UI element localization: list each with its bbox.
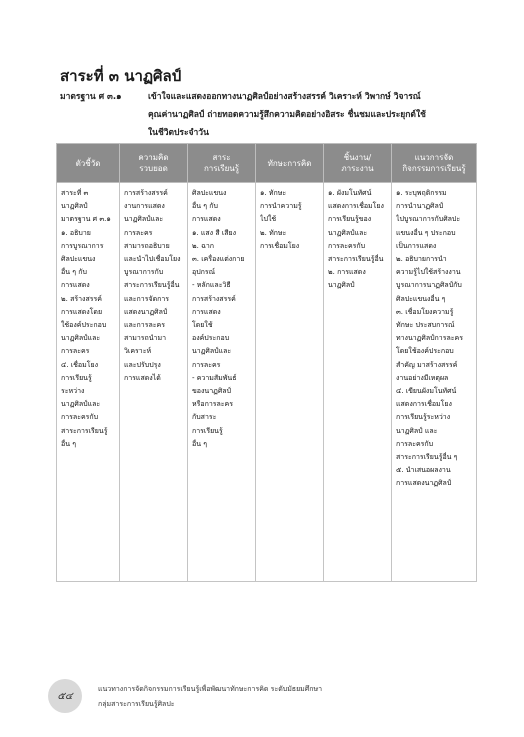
- cell-line: แสดงการเชื่อมโยง: [396, 400, 452, 409]
- header-content: สาระ การเรียนรู้: [188, 144, 256, 183]
- cell-line: ไปใช้: [260, 215, 277, 224]
- standard-code: มาตรฐาน ศ ๓.๑: [60, 92, 122, 102]
- cell-line: นาฏศิลป์และ: [192, 347, 232, 356]
- cell-line: ใช้องค์ประกอบ: [61, 321, 107, 330]
- cell-line: อุปกรณ์: [192, 268, 216, 277]
- cell-line: สาระที่ ๓: [61, 189, 89, 197]
- cell-line: อื่น ๆ กับ: [61, 268, 87, 277]
- cell-line: ศิลปะแขนง: [192, 189, 227, 197]
- cell-line: ๓. เครื่องแต่งกาย: [192, 255, 245, 264]
- cell-line: ๔. เชื่อมโยง: [61, 360, 98, 369]
- cell-line: อื่น ๆ: [61, 439, 76, 448]
- cell-line: - หลักและวิธี: [192, 281, 231, 290]
- cell-content: [188, 183, 256, 582]
- header-indicator: ตัวชี้วัด: [57, 144, 120, 183]
- cell-line: แขนงอื่น ๆ ประกอบ: [396, 228, 456, 237]
- cell-line: การเรียนรู้: [192, 426, 223, 435]
- cell-line: การละครกับ: [396, 439, 434, 448]
- cell-line: บูรณาการนาฏศิลป์กับ: [396, 281, 462, 290]
- cell-line: มาตรฐาน ศ ๓.๑: [61, 215, 111, 224]
- cell-line: การสร้างสรรค์: [192, 294, 236, 303]
- cell-line: ๓. เชื่อมโยงความรู้: [396, 307, 454, 316]
- cell-line: การละครกับ: [61, 413, 99, 422]
- page-number-badge: ๕๔: [48, 679, 82, 713]
- cell-line: การนำนาฏศิลป์: [396, 202, 444, 211]
- cell-line: นาฏศิลป์ และ: [396, 426, 438, 435]
- cell-line: การเรียนรู้: [61, 373, 92, 382]
- cell-line: ๒. การแสดง: [328, 268, 366, 277]
- cell-line: สาระการเรียนรู้อื่น: [124, 281, 180, 290]
- cell-line: การเชื่อมโยง: [260, 241, 300, 250]
- cell-line: การเรียนรู้ของ: [328, 215, 372, 224]
- cell-line: หรือการละคร: [192, 400, 233, 409]
- cell-line: ความรู้ไปใช้สร้างงาน: [396, 268, 461, 277]
- cell-line: งานอย่างมีเหตุผล: [396, 373, 449, 382]
- cell-line: เป็นการแสดง: [396, 241, 437, 250]
- cell-line: การแสดงได้: [124, 373, 161, 382]
- cell-line: ไปบูรณาการกับศิลปะ: [396, 215, 461, 224]
- cell-line: ๑. ผังมโนทัศน์: [328, 189, 372, 197]
- cell-line: และปรับปรุง: [124, 360, 161, 369]
- cell-line: ศิลปะแขนงอื่น ๆ: [396, 294, 446, 303]
- cell-line: แสดงนาฏศิลป์: [124, 307, 168, 316]
- cell-line: การเรียนรู้ระหว่าง: [396, 413, 451, 422]
- curriculum-table: [56, 143, 477, 582]
- cell-line: สาระการเรียนรู้อื่น ๆ: [396, 453, 458, 462]
- cell-line: การละคร: [124, 228, 153, 237]
- cell-line: นาฏศิลป์และ: [124, 215, 164, 224]
- cell-line: การละคร: [61, 347, 90, 356]
- cell-line: บูรณาการกับ: [124, 268, 164, 277]
- cell-line: ระหว่าง: [61, 387, 85, 396]
- section-title: สาระที่ ๓ นาฏศิลป์: [60, 67, 182, 85]
- cell-line: การแสดงนาฏศิลป์: [396, 479, 452, 488]
- cell-line: ๒. อธิบายการนำ: [396, 255, 447, 264]
- cell-activity: [392, 183, 477, 582]
- standard-line-2: คุณค่านาฏศิลป์ ถ่ายทอดความรู้สึกความคิดอย่างอิสระ ชื่นชมและประยุกต์ใช้: [148, 110, 426, 120]
- cell-line: การละครกับ: [328, 241, 366, 250]
- cell-line: ๑. แสง สี เสียง: [192, 228, 237, 237]
- table-row: [57, 183, 477, 582]
- cell-line: นาฏศิลป์และ: [61, 400, 101, 409]
- cell-line: นาฏศิลป์และ: [328, 228, 368, 237]
- footer-line-1: แนวทางการจัดกิจกรรมการเรียนรู้เพื่อพัฒนาทักษะการคิด ระดับมัธยมศึกษา: [98, 685, 323, 693]
- cell-line: ของนาฏศิลป์: [192, 387, 231, 396]
- cell-line: ทักษะ ประสบการณ์: [396, 321, 455, 330]
- cell-line: การแสดงโดย: [61, 307, 103, 316]
- cell-line: นาฏศิลป์: [61, 202, 88, 211]
- standard-line-3: ในชีวิตประจำวัน: [148, 128, 209, 138]
- cell-line: อื่น ๆ กับ: [192, 202, 218, 211]
- cell-task: [324, 183, 392, 582]
- cell-line: การนำความรู้: [260, 202, 302, 211]
- cell-line: ๒. ทักษะ: [260, 228, 287, 237]
- header-task: ชิ้นงาน/ ภาระงาน: [324, 144, 392, 183]
- cell-line: สามารถนำมา: [124, 334, 167, 343]
- cell-line: การบูรณาการ: [61, 241, 104, 250]
- cell-line: สาระการเรียนรู้อื่น: [328, 255, 384, 264]
- cell-line: ๑. ทักษะ: [260, 189, 287, 197]
- cell-line: สามารถอธิบาย: [124, 241, 170, 250]
- cell-line: ๕. นำเสนอผลงาน: [396, 466, 451, 475]
- cell-line: - ความสัมพันธ์: [192, 373, 237, 382]
- cell-line: ๔. เขียนผังมโนทัศน์: [396, 387, 457, 396]
- cell-line: การแสดง: [61, 281, 90, 290]
- cell-line: ศิลปะแขนง: [61, 255, 96, 264]
- cell-line: และการจัดการ: [124, 294, 170, 303]
- cell-line: สำคัญ มาสร้างสรรค์: [396, 360, 458, 369]
- cell-line: ๑. อธิบาย: [61, 228, 91, 237]
- cell-line: การแสดง: [192, 307, 221, 316]
- cell-line: สาระการเรียนรู้: [61, 426, 108, 435]
- cell-line: ๒. ฉาก: [192, 241, 215, 250]
- cell-line: และนำไปเชื่อมโยง: [124, 255, 181, 264]
- cell-line: โดยใช้: [192, 321, 213, 330]
- cell-line: นาฏศิลป์และ: [61, 334, 101, 343]
- cell-line: องค์ประกอบ: [192, 334, 230, 343]
- cell-concept: [120, 183, 188, 582]
- standard-line-1: เข้าใจและแสดงออกทางนาฏศิลป์อย่างสร้างสรรค์ วิเคราะห์ วิพากษ์ วิจารณ์: [148, 92, 421, 102]
- cell-line: โดยใช้องค์ประกอบ: [396, 347, 454, 356]
- cell-indicator: [57, 183, 120, 582]
- cell-line: และการละคร: [124, 321, 165, 330]
- cell-line: ทางนาฏศิลป์การละคร: [396, 334, 463, 343]
- cell-line: การแสดง: [192, 215, 221, 224]
- header-thinking-skill: ทักษะการคิด: [256, 144, 324, 183]
- table-header-row: [57, 144, 477, 183]
- cell-line: แสดงการเชื่อมโยง: [328, 202, 384, 211]
- cell-line: การละคร: [192, 360, 221, 369]
- header-activity: แนวการจัด กิจกรรมการเรียนรู้: [392, 144, 477, 183]
- cell-line: กับสาระ: [192, 413, 217, 422]
- header-concept: ความคิด รวบยอด: [120, 144, 188, 183]
- cell-line: ๑. ระบุพฤติกรรม: [396, 189, 447, 197]
- cell-line: นาฏศิลป์: [328, 281, 355, 290]
- cell-line: การสร้างสรรค์: [124, 189, 168, 197]
- cell-line: วิเคราะห์: [124, 347, 152, 356]
- cell-line: อื่น ๆ: [192, 439, 207, 448]
- footer-line-2: กลุ่มสาระการเรียนรู้ศิลปะ: [98, 700, 175, 708]
- cell-line: ๒. สร้างสรรค์: [61, 294, 102, 303]
- cell-thinking-skill: [256, 183, 324, 582]
- cell-line: งานการแสดง: [124, 202, 165, 211]
